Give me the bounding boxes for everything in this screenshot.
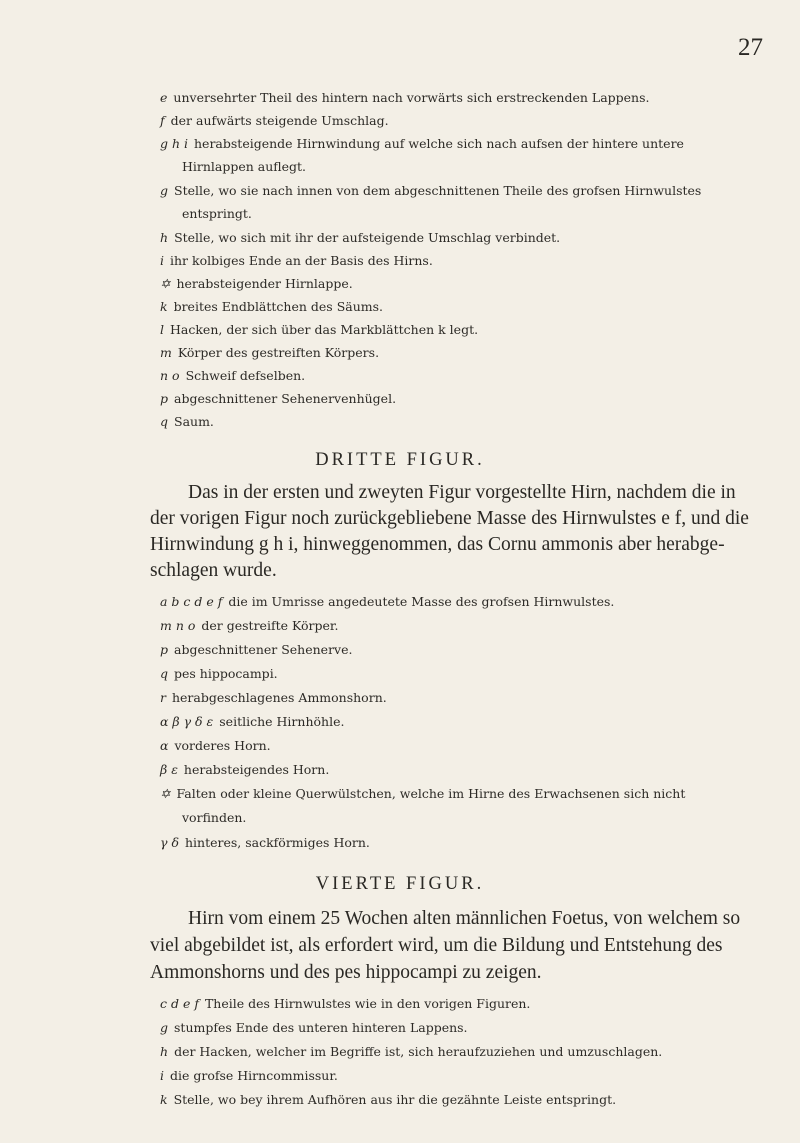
legend-item — [160, 391, 760, 407]
legend-key: k — [160, 299, 168, 314]
legend-text: Hacken, der sich über das Markblättchen k legt. — [170, 322, 479, 337]
legend-text: herabgeschlagenes Ammonshorn. — [171, 690, 387, 705]
legend-key: α — [160, 738, 169, 753]
legend-item — [160, 1068, 760, 1084]
legend-key: f — [160, 113, 165, 128]
legend-item — [160, 642, 760, 658]
legend-key: r — [160, 690, 166, 705]
legend-item — [160, 835, 760, 851]
legend-text: ihr kolbiges Ende an der Basis des Hirns. — [170, 253, 433, 268]
legend-item — [160, 762, 760, 778]
legend-key: e — [160, 90, 168, 105]
legend-key: n o — [160, 368, 180, 383]
legend-item — [160, 996, 760, 1012]
legend-item — [160, 299, 760, 315]
legend-key: p — [160, 391, 169, 406]
legend-text: unversehrter Theil des hintern nach vorwärts sich erstreckenden Lappens. — [173, 90, 650, 105]
legend-key: q — [160, 666, 169, 681]
legend-text: Körper des gestreiften Körpers. — [177, 345, 380, 360]
legend-text: vorderes Horn. — [174, 738, 271, 753]
legend-item — [160, 90, 760, 106]
legend-continuation: vorfinden. — [182, 810, 247, 825]
legend-item — [160, 714, 760, 730]
legend-item — [160, 322, 760, 338]
legend-key: p — [160, 642, 169, 657]
legend-key: k — [160, 1092, 168, 1107]
section-heading-third-figure: DRITTE FIGUR. — [315, 450, 485, 470]
legend-key: h — [160, 1044, 169, 1059]
paragraph-line: der vorigen Figur noch zurückgebliebene Masse des Hirnwulstes e f, und die — [150, 508, 749, 529]
legend-text: herabsteigende Hirnwindung auf welche sich nach aufsen der hintere untere — [194, 136, 684, 151]
legend-item — [160, 594, 760, 610]
legend-item — [160, 276, 760, 292]
legend-text: Theile des Hirnwulstes wie in den vorigen Figuren. — [204, 996, 531, 1011]
legend-item — [160, 345, 760, 361]
legend-text: Schweif defselben. — [185, 368, 306, 383]
legend-item — [160, 368, 760, 384]
legend-text: die im Umrisse angedeutete Masse des grofsen Hirnwulstes. — [228, 594, 615, 609]
legend-item — [160, 666, 760, 682]
legend-key: γ δ — [160, 835, 179, 850]
legend-text: die grofse Hirncommissur. — [170, 1068, 338, 1083]
legend-text: Falten oder kleine Querwülstchen, welche im Hirne des Erwachsenen sich nicht — [176, 786, 686, 801]
legend-key: l — [160, 322, 164, 337]
legend-text: abgeschnittener Sehenervenhügel. — [174, 391, 397, 406]
legend-key: g h i — [160, 136, 188, 151]
legend-item — [160, 786, 760, 802]
paragraph-line: Ammonshorns und des pes hippocampi zu zeigen. — [150, 962, 542, 983]
legend-key: h — [160, 230, 169, 245]
legend-item — [160, 136, 760, 152]
legend-item — [160, 1044, 760, 1060]
legend-key: m n o — [160, 618, 196, 633]
legend-item — [160, 253, 760, 269]
legend-key: c d e f — [160, 996, 199, 1011]
legend-text: der Hacken, welcher im Begriffe ist, sich heraufzuziehen und umzuschlagen. — [174, 1044, 663, 1059]
paragraph-line: viel abgebildet ist, als erfordert wird, um die Bildung und Entstehung des — [150, 935, 723, 956]
legend-text: Stelle, wo bey ihrem Aufhören aus ihr die gezähnte Leiste entspringt. — [173, 1092, 617, 1107]
legend-key: ✡ — [160, 786, 171, 801]
legend-key: ✡ — [160, 276, 171, 291]
legend-key: i — [160, 253, 164, 268]
legend-text: seitliche Hirnhöhle. — [219, 714, 345, 729]
legend-item — [160, 1020, 760, 1036]
legend-text: stumpfes Ende des unteren hinteren Lappens. — [174, 1020, 468, 1035]
legend-key: β ε — [160, 762, 178, 777]
legend-text: pes hippocampi. — [174, 666, 278, 681]
legend-item — [160, 690, 760, 706]
legend-item — [160, 414, 760, 430]
legend-key: q — [160, 414, 169, 429]
legend-text: der aufwärts steigende Umschlag. — [170, 113, 389, 128]
section-heading-fourth-figure: VIERTE FIGUR. — [315, 874, 485, 894]
legend-item — [160, 230, 760, 246]
legend-continuation: Hirnlappen auflegt. — [182, 159, 307, 174]
legend-item — [160, 1092, 760, 1108]
legend-key: g — [160, 183, 169, 198]
legend-text: Stelle, wo sich mit ihr der aufsteigende Umschlag verbindet. — [174, 230, 561, 245]
paragraph-line: schlagen wurde. — [150, 560, 277, 581]
paragraph-line: Hirn vom einem 25 Wochen alten männlichen Foetus, von welchem so — [188, 908, 741, 929]
page-number: 27 — [738, 34, 763, 61]
legend-text: der gestreifte Körper. — [201, 618, 339, 633]
legend-text: Saum. — [174, 414, 214, 429]
legend-key: m — [160, 345, 172, 360]
legend-key: a b c d e f — [160, 594, 223, 609]
legend-key: α β γ δ ε — [160, 714, 214, 729]
legend-item — [160, 183, 760, 199]
legend-text: herabsteigendes Horn. — [183, 762, 330, 777]
paragraph-line: Hirnwindung g h i, hinweggenommen, das Cornu ammonis aber herabge- — [150, 534, 725, 555]
legend-text: Stelle, wo sie nach innen von dem abgeschnittenen Theile des grofsen Hirnwulstes — [174, 183, 702, 198]
legend-key: i — [160, 1068, 164, 1083]
legend-continuation: entspringt. — [182, 206, 252, 221]
paragraph-line: Das in der ersten und zweyten Figur vorgestellte Hirn, nachdem die in — [188, 482, 736, 503]
legend-text: hinteres, sackförmiges Horn. — [184, 835, 370, 850]
legend-item — [160, 618, 760, 634]
legend-key: g — [160, 1020, 169, 1035]
legend-item — [160, 113, 760, 129]
legend-text: breites Endblättchen des Säums. — [173, 299, 384, 314]
legend-text: abgeschnittener Sehenerve. — [174, 642, 353, 657]
legend-text: herabsteigender Hirnlappe. — [176, 276, 353, 291]
legend-item — [160, 738, 760, 754]
